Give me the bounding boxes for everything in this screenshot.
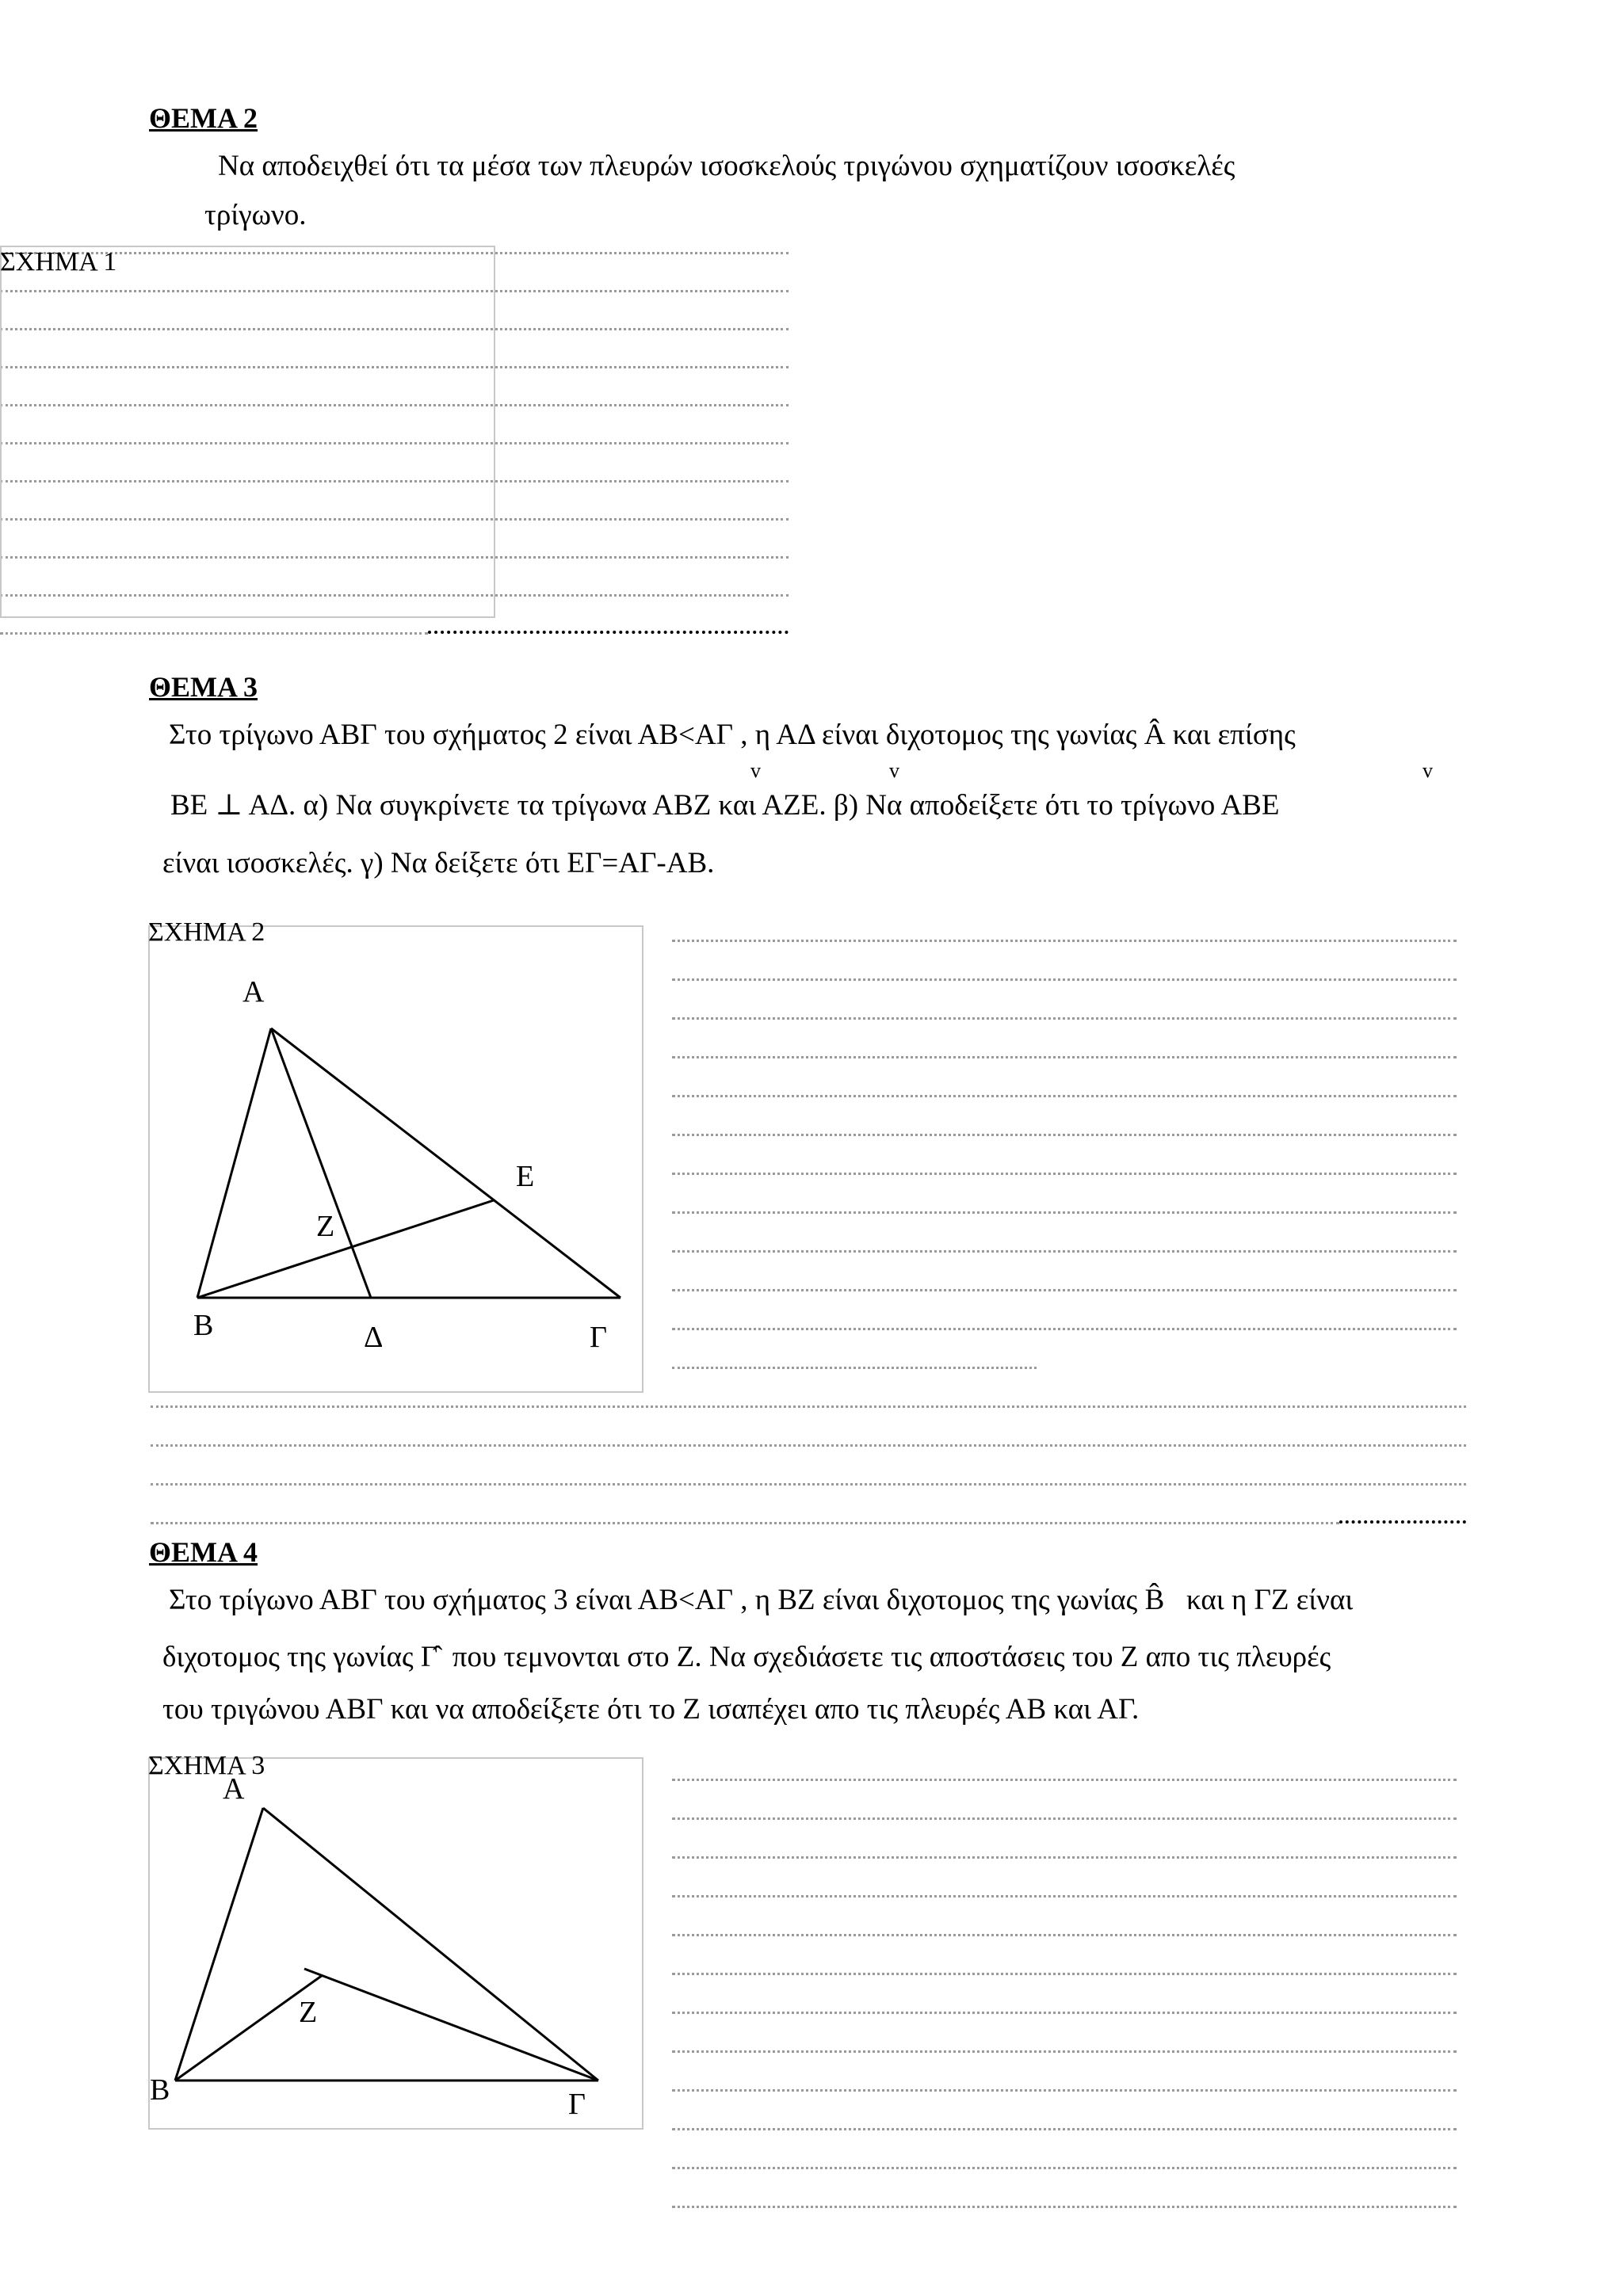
side-ab (197, 1028, 271, 1298)
thema4-text-line3: του τριγώνου ΑΒΓ και να αποδείξετε ότι το Ζ ισαπέχει απο τις πλευρές ΑΒ και ΑΓ. (162, 1693, 1140, 1726)
thema4-heading: ΘΕΜΑ 4 (149, 1535, 261, 1569)
thema3-text-line1: Στο τρίγωνο ΑΒΓ του σχήματος 2 είναι ΑΒ<ΑΓ , η ΑΔ είναι διχοτομος της γωνίας Â και επίσης (169, 719, 1296, 751)
side-ab (175, 1808, 263, 2081)
thema2-text-line1: Να αποδειχθεί ότι τα μέσα των πλευρών ισοσκελούς τριγώνου σχηματίζουν ισοσκελές (218, 150, 1235, 182)
thema4-text-line2: διχοτομος της γωνίας Γ̂ που τεμνονται στο Ζ. Να σχεδιάσετε τις αποστάσεις του Ζ απο τις πλευρές (162, 1641, 1331, 1673)
bisector-gz (304, 1969, 598, 2081)
point-a-label: Α (242, 975, 265, 1009)
thema3-text-line2: ΒΕ ⊥ ΑΔ. α) Να συγκρίνετε τα τρίγωνα ΑΒΖ και ΑΖΕ. β) Να αποδείξετε ότι το τρίγωνο ΑΒΕ (170, 789, 1280, 822)
figure2-box (148, 925, 643, 1393)
point-b-label: Β (193, 1309, 214, 1342)
figure2-diagram (150, 927, 642, 1391)
figure2-label: ΣΧΗΜΑ 2 (148, 917, 265, 947)
angle-b-symbol: B̂ (1144, 1584, 1165, 1616)
point-d-label: Δ (364, 1321, 384, 1354)
point-g-label: Γ (568, 2088, 586, 2121)
triangle-abe: ΑΒΕ (1220, 789, 1280, 822)
figure1-label: ΣΧΗΜΑ 1 (0, 247, 117, 277)
angle-g-symbol: Γ̂ (420, 1641, 438, 1673)
figure3-label: ΣΧΗΜΑ 3 (148, 1751, 265, 1780)
hat-mark: v (750, 759, 761, 782)
triangle-aze: ΑΖΕ (762, 789, 819, 822)
thema2-text-line2: τρίγωνο. (204, 199, 307, 231)
thema3-heading: ΘΕΜΑ 3 (149, 671, 258, 703)
point-g-label: Γ (590, 1321, 607, 1354)
thema4-text-line1: Στο τρίγωνο ΑΒΓ του σχήματος 3 είναι ΑΒ<ΑΓ , η ΒΖ είναι διχοτομος της γωνίας B̂ και η ΓΖ είναι (169, 1584, 1354, 1616)
point-a-label: Α (223, 1772, 245, 1806)
hat-mark: v (1423, 759, 1433, 782)
point-b-label: Β (150, 2073, 170, 2107)
thema2-heading: ΘΕΜΑ 2 (149, 102, 258, 134)
figure1-box (0, 246, 495, 618)
point-z-label: Ζ (316, 1210, 335, 1243)
angle-a-symbol: Â (1144, 719, 1166, 751)
point-z-label: Ζ (299, 1996, 318, 2029)
segment-be (197, 1200, 494, 1298)
thema3-text-line3: είναι ισοσκελές. γ) Να δείξετε ότι ΕΓ=ΑΓ-ΑΒ. (162, 847, 715, 879)
figure3-diagram (150, 1759, 642, 2128)
figure3-box (148, 1757, 643, 2130)
triangle-abz: ΑΒΖ (652, 789, 712, 822)
point-e-label: Ε (516, 1160, 535, 1193)
hat-mark: v (889, 759, 899, 782)
side-ag (263, 1808, 598, 2081)
